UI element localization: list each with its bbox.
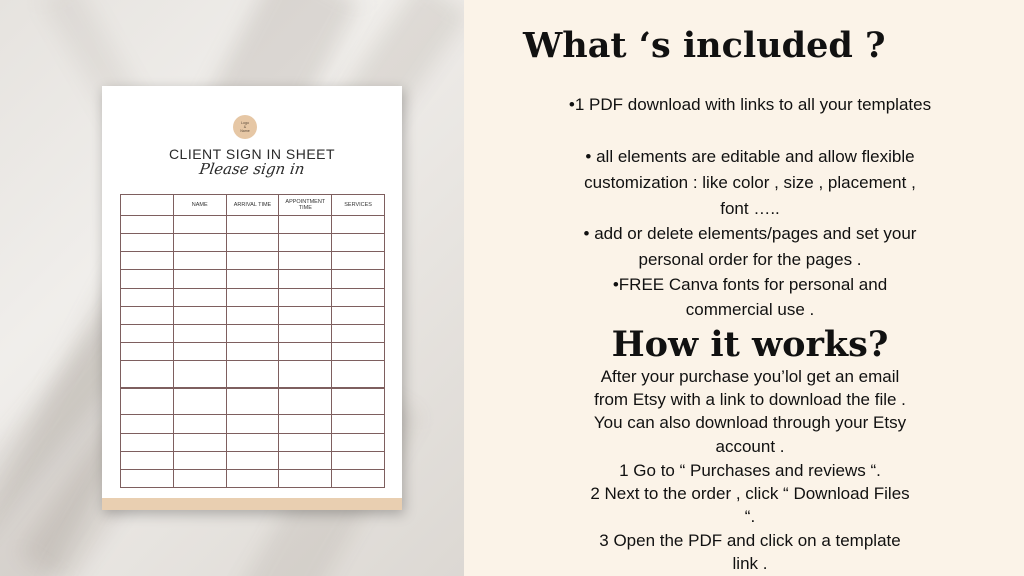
table-row (121, 306, 385, 324)
how-line: 2 Next to the order , click “ Download Files (590, 484, 910, 503)
table-row (121, 270, 385, 288)
product-photo (0, 0, 464, 576)
table-row (121, 451, 385, 469)
table-row (121, 415, 385, 433)
sheet-title: CLIENT SIGN IN SHEET (168, 146, 336, 162)
table-row (121, 288, 385, 306)
included-line: personal order for the pages . (638, 250, 862, 269)
included-line: commercial use . (685, 300, 815, 319)
table-row (121, 252, 385, 270)
included-line: •FREE Canva fonts for personal and (612, 275, 888, 294)
included-line: • add or delete elements/pages and set your (583, 224, 917, 243)
how-line: “. (744, 507, 756, 526)
sheet-subtitle: Please sign in (198, 160, 306, 178)
sign-in-table (120, 194, 385, 488)
how-line: link . (732, 554, 768, 573)
table-row (121, 216, 385, 234)
table-header-row (121, 195, 385, 216)
table-row (121, 388, 385, 415)
table-row (121, 469, 385, 487)
included-line: •1 PDF download with links to all your templates (568, 95, 932, 114)
logo-placeholder (233, 115, 257, 139)
how-line: 1 Go to “ Purchases and reviews “. (619, 461, 881, 480)
included-line: customization : like color , size , placement , (584, 173, 916, 192)
sign-in-sheet-mockup (102, 86, 402, 510)
how-line: from Etsy with a link to download the file . (594, 390, 906, 409)
table-row (121, 433, 385, 451)
logo-text: Logo (241, 120, 249, 125)
how-line: account . (715, 437, 785, 456)
included-line: • all elements are editable and allow flexible (585, 147, 915, 166)
how-line: 3 Open the PDF and click on a template (599, 531, 901, 550)
column-header-appointment: APPOINTMENT TIME (279, 195, 332, 216)
column-header-arrival: ARRIVAL TIME (226, 195, 279, 216)
column-header-name: NAME (173, 195, 226, 216)
included-line: font ….. (720, 199, 780, 218)
how-it-works-heading: How it works? (611, 324, 889, 365)
how-line: After your purchase you’lol get an email (600, 367, 900, 386)
table-row (121, 342, 385, 360)
description-panel (464, 0, 1024, 576)
table-row (121, 324, 385, 342)
table-row (121, 361, 385, 388)
column-header-services: SERVICES (332, 195, 385, 216)
whats-included-heading: What ‘s included ? (523, 25, 886, 66)
logo-text: & (243, 124, 247, 129)
table-row (121, 234, 385, 252)
column-header (121, 195, 174, 216)
logo-text: Name (240, 129, 250, 134)
how-line: You can also download through your Etsy (593, 413, 907, 432)
sheet-footer-band (102, 498, 402, 510)
